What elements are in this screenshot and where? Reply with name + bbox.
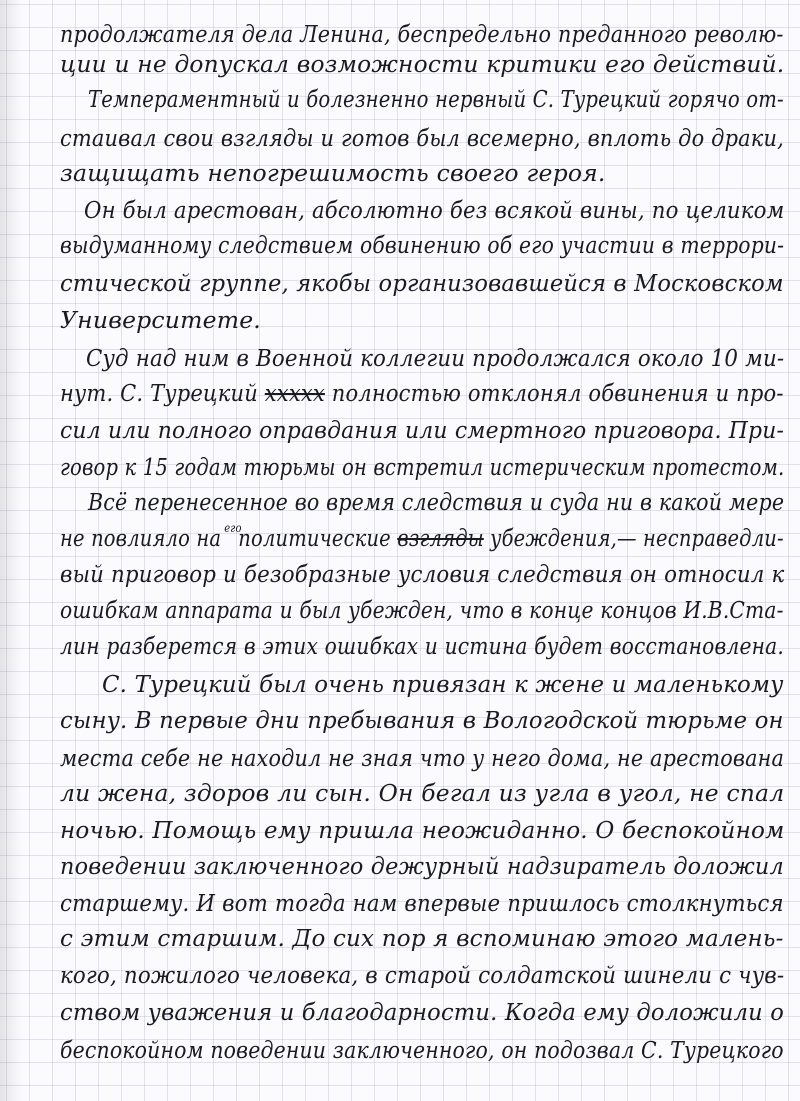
text-line [60, 518, 784, 558]
text-line: защищать непогрешимость своего героя. [60, 159, 606, 187]
text-line: говор к 15 годам тюрьмы он встретил истерическим протестом. [60, 453, 785, 481]
text-line: лин разберется в этих ошибках и истина будет восстановлена. [60, 632, 784, 660]
text-line: сил или полного оправдания или смертного приговора. При- [60, 416, 785, 444]
text-line [60, 373, 784, 413]
text-line: Он был арестован, абсолютно без всякой вины, по целиком [84, 196, 785, 224]
text-line: ции и не допускал возможности критики его действий. [60, 50, 785, 78]
text-line: ошибкам аппарата и был убежден, что в конце концов И.В.Ста- [60, 596, 784, 624]
text-line: ночью. Помощь ему пришла неожиданно. О беспокойном [60, 816, 785, 844]
line-segment: политические [238, 524, 398, 552]
text-line: вый приговор и безобразные условия следствия он относил к [60, 560, 785, 588]
line-segment: не повлияло на [60, 524, 228, 552]
text-line: продолжателя дела Ленина, беспредельно преданного револю- [60, 20, 784, 48]
text-line: ли жена, здоров ли сын. Он бегал из угла в угол, не спал [60, 779, 785, 807]
text-line: Суд над ним в Военной коллегии продолжался около 10 ми- [86, 344, 785, 372]
text-line: кого, пожилого человека, в старой солдатской шинели с чув- [60, 961, 785, 989]
struck-out-word: взгляды [397, 524, 484, 552]
inserted-word: его [224, 521, 242, 535]
text-line: с этим старшим. До сих пор я вспоминаю этого малень- [60, 924, 784, 952]
text-line: Университете. [60, 306, 261, 334]
text-line: стаивал свои взгляды и готов был всемерно, вплоть до драки, [60, 124, 784, 152]
text-line: С. Турецкий был очень привязан к жене и маленькому [102, 670, 784, 698]
line-segment: нут. С. Турецкий [60, 379, 265, 407]
text-line: беспокойном поведении заключенного, он подозвал С. Турецкого [60, 1036, 784, 1064]
text-line: старшему. И вот тогда нам впервые пришлось столкнуться [60, 889, 784, 917]
text-line: выдуманному следствием обвинению об его участии в террори- [60, 231, 785, 259]
text-line: места себе не находил не зная что у него дома, не арестована [60, 744, 785, 772]
text-line: сыну. В первые дни пребывания в Вологодской тюрьме он [60, 706, 784, 734]
text-line: стической группе, якобы организовавшейся в Московском [60, 269, 784, 297]
page-edge-shadow [0, 0, 22, 1101]
line-segment: полностью отклонял обвинения и про- [324, 379, 784, 407]
text-line: ством уважения и благодарности. Когда ему доложили о [60, 998, 785, 1026]
line-segment: убеждения,— несправедли- [483, 524, 784, 552]
text-line: Темпераментный и болезненно нервный С. Турецкий горячо от- [88, 85, 784, 113]
text-line: Всё перенесенное во время следствия и суда ни в какой мере [88, 488, 785, 516]
text-line: поведении заключенного дежурный надзиратель доложил [60, 852, 784, 880]
struck-out-word: ххххх [264, 379, 325, 407]
